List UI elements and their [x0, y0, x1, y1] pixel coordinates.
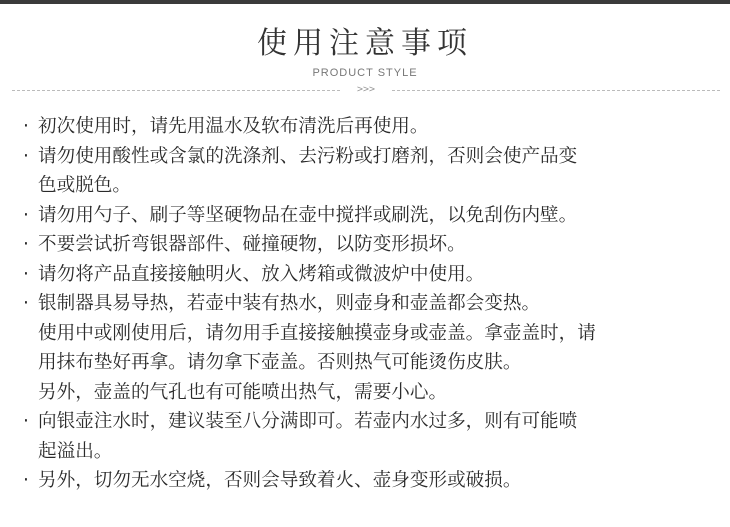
bullet-icon: ·: [23, 411, 29, 432]
top-rule: [0, 0, 730, 4]
bullet-icon: ·: [23, 293, 29, 314]
list-item-text: 用抹布垫好再拿。请勿拿下壶盖。否则热气可能烫伤皮肤。: [38, 352, 522, 373]
list-item: [18, 201, 718, 231]
list-item: [18, 142, 718, 201]
list-item-text: 另外，切勿无水空烧，否则会导致着火、壶身变形或破损。: [38, 470, 522, 491]
list-item: [18, 466, 718, 496]
list-item: [18, 289, 718, 407]
bullet-icon: ·: [23, 470, 29, 491]
list-item: [18, 407, 718, 466]
list-item-text: 请勿将产品直接接触明火、放入烤箱或微波炉中使用。: [38, 263, 485, 285]
list-item-text: 使用中或刚使用后，请勿用手直接接触摸壶身或壶盖。拿壶盖时，请: [38, 322, 596, 344]
list-item-text: 不要尝试折弯银器部件、碰撞硬物，以防变形损坏。: [38, 234, 466, 255]
bullet-icon: ·: [23, 204, 29, 226]
chevrons-icon: >>>: [341, 84, 391, 96]
bullet-icon: ·: [23, 263, 29, 285]
notes-list: [18, 112, 718, 496]
list-item-text: 起溢出。: [38, 440, 113, 462]
list-item-text: 色或脱色。: [38, 175, 131, 196]
bullet-icon: ·: [23, 234, 29, 255]
page-title: 使用注意事项: [257, 26, 473, 61]
list-item-text: 银制器具易导热，若壶中装有热水，则壶身和壶盖都会变热。: [38, 293, 541, 314]
header: [0, 24, 730, 80]
list-item: [18, 112, 718, 142]
list-item-text: 向银壶注水时，建议装至八分满即可。若壶内水过多，则有可能喷: [38, 411, 578, 432]
list-item-text: 初次使用时，请先用温水及软布清洗后再使用。: [38, 116, 429, 137]
bullet-icon: ·: [23, 145, 29, 167]
list-item: [18, 260, 718, 290]
list-item-text: 请勿用勺子、刷子等坚硬物品在壶中搅拌或刷洗，以免刮伤内壁。: [38, 204, 578, 226]
list-item-text: 另外，壶盖的气孔也有可能喷出热气，需要小心。: [38, 381, 448, 403]
list-item-text: 请勿使用酸性或含氯的洗涤剂、去污粉或打磨剂，否则会使产品变: [38, 145, 578, 167]
list-item: [18, 230, 718, 260]
page-subtitle: PRODUCT STYLE: [312, 67, 418, 79]
bullet-icon: ·: [23, 116, 29, 137]
